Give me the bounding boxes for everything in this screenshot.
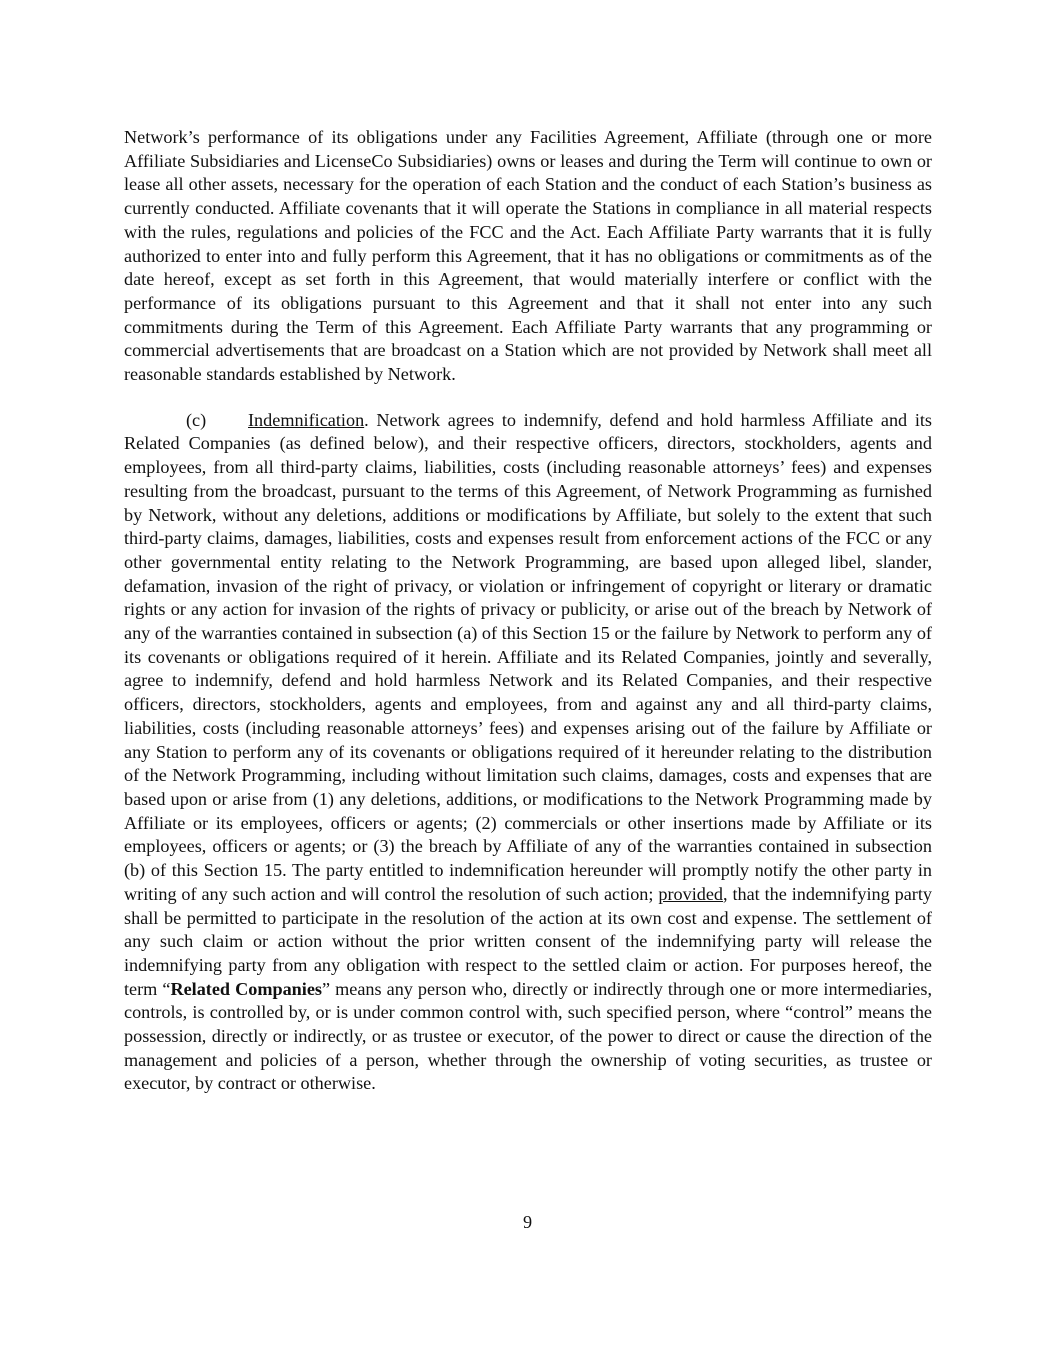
page-number: 9: [522, 1212, 533, 1232]
paragraph-continuation: Network’s performance of its obligations under any Facilities Agreement, Affiliate (through one or more Affiliate Subsidiaries and LicenseCo Subsidiaries) owns or leases and during the Term will continue to own or lease all other assets, necessary for the operation of each Station and the conduct of each Station’s business as currently conducted. Affiliate covenants that it will operate the Stations in compliance in all material respects with the rules, regulations and policies of the FCC and the Act. Each Affiliate Party warrants that it is fully authorized to enter into and fully perform this Agreement, that it has no obligations or commitments as of the date hereof, except as set forth in this Agreement, that would materially interfere or conflict with the performance of its obligations pursuant to this Agreement and that it shall not enter into any such commitments during the Term of this Agreement. Each Affiliate Party warrants that any programming or commercial advertisements that are broadcast on a Station which are not provided by Network shall meet all reasonable standards established by Network.: [124, 127, 932, 385]
paragraph-section-c: [124, 409, 932, 1096]
section-heading: Indemnification: [248, 409, 365, 430]
section-label: (c): [186, 409, 207, 430]
section-text-part-3: ” means any person who, directly or indirectly through one or more intermediaries, controls, is controlled by, or is under common control with, such specified person, where “control” means the possession, directly or indirectly, or as trustee or executor, of the power to direct or cause the direction of the management and policies of a person, whether through the ownership of voting securities, as trustee or executor, by contract or otherwise.: [124, 978, 932, 1094]
defined-term: Related Companies: [170, 978, 322, 999]
section-text-part-2: , that the indemnifying party shall be permitted to participate in the resolution of the action at its own cost and expense. The settlement of any such claim or action without the prior written consent of the indemnifying party will release the indemnifying party from any obligation with respect to the settled claim or action. For purposes hereof, the term “: [124, 883, 932, 999]
document-page: [124, 126, 932, 1096]
section-text-part-1: . Network agrees to indemnify, defend and hold harmless Affiliate and its Related Companies (as defined below), and their respective officers, directors, stockholders, agents and employees, from all third-party claims, liabilities, costs (including reasonable attorneys’ fees) and expenses resulting from the broadcast, pursuant to the terms of this Agreement, of Network Programming as furnished by Network, without any deletions, additions or modifications by Affiliate, but solely to the extent that such third-party claims, damages, liabilities, costs and expenses result from enforcement actions of the FCC or any other governmental entity relating to the Network Programming, are based upon alleged libel, slander, defamation, invasion of the right of privacy, or violation or infringement of copyright or literary or dramatic rights or any action for invasion of the rights of privacy or publicity, or arise out of the breach by Network of any of the warranties contained in subsection (a) of this Section 15 or the failure by Network to perform any of its covenants or obligations required of it herein. Affiliate and its Related Companies, jointly and severally, agree to indemnify, defend and hold harmless Network and its Related Companies, and their respective officers, directors, stockholders, agents and employees, from and against any and all third-party claims, liabilities, costs (including reasonable attorneys’ fees) and expenses arising out of the failure by Affiliate or any Station to perform any of its covenants or obligations required of it hereunder relating to the distribution of the Network Programming, including without limitation such claims, damages, costs and expenses that are based upon or arise from (1) any deletions, additions, or modifications to the Network Programming made by Affiliate or its employees, officers or agents; (2) commercials or other insertions made by Affiliate or its employees, officers or agents; or (3) the breach by Affiliate of any of the warranties contained in subsection (b) of this Section 15. The party entitled to indemnification hereunder will promptly notify the other party in writing of any such action and will control the resolution of such action;: [124, 409, 932, 904]
provided-term: provided: [658, 883, 724, 904]
